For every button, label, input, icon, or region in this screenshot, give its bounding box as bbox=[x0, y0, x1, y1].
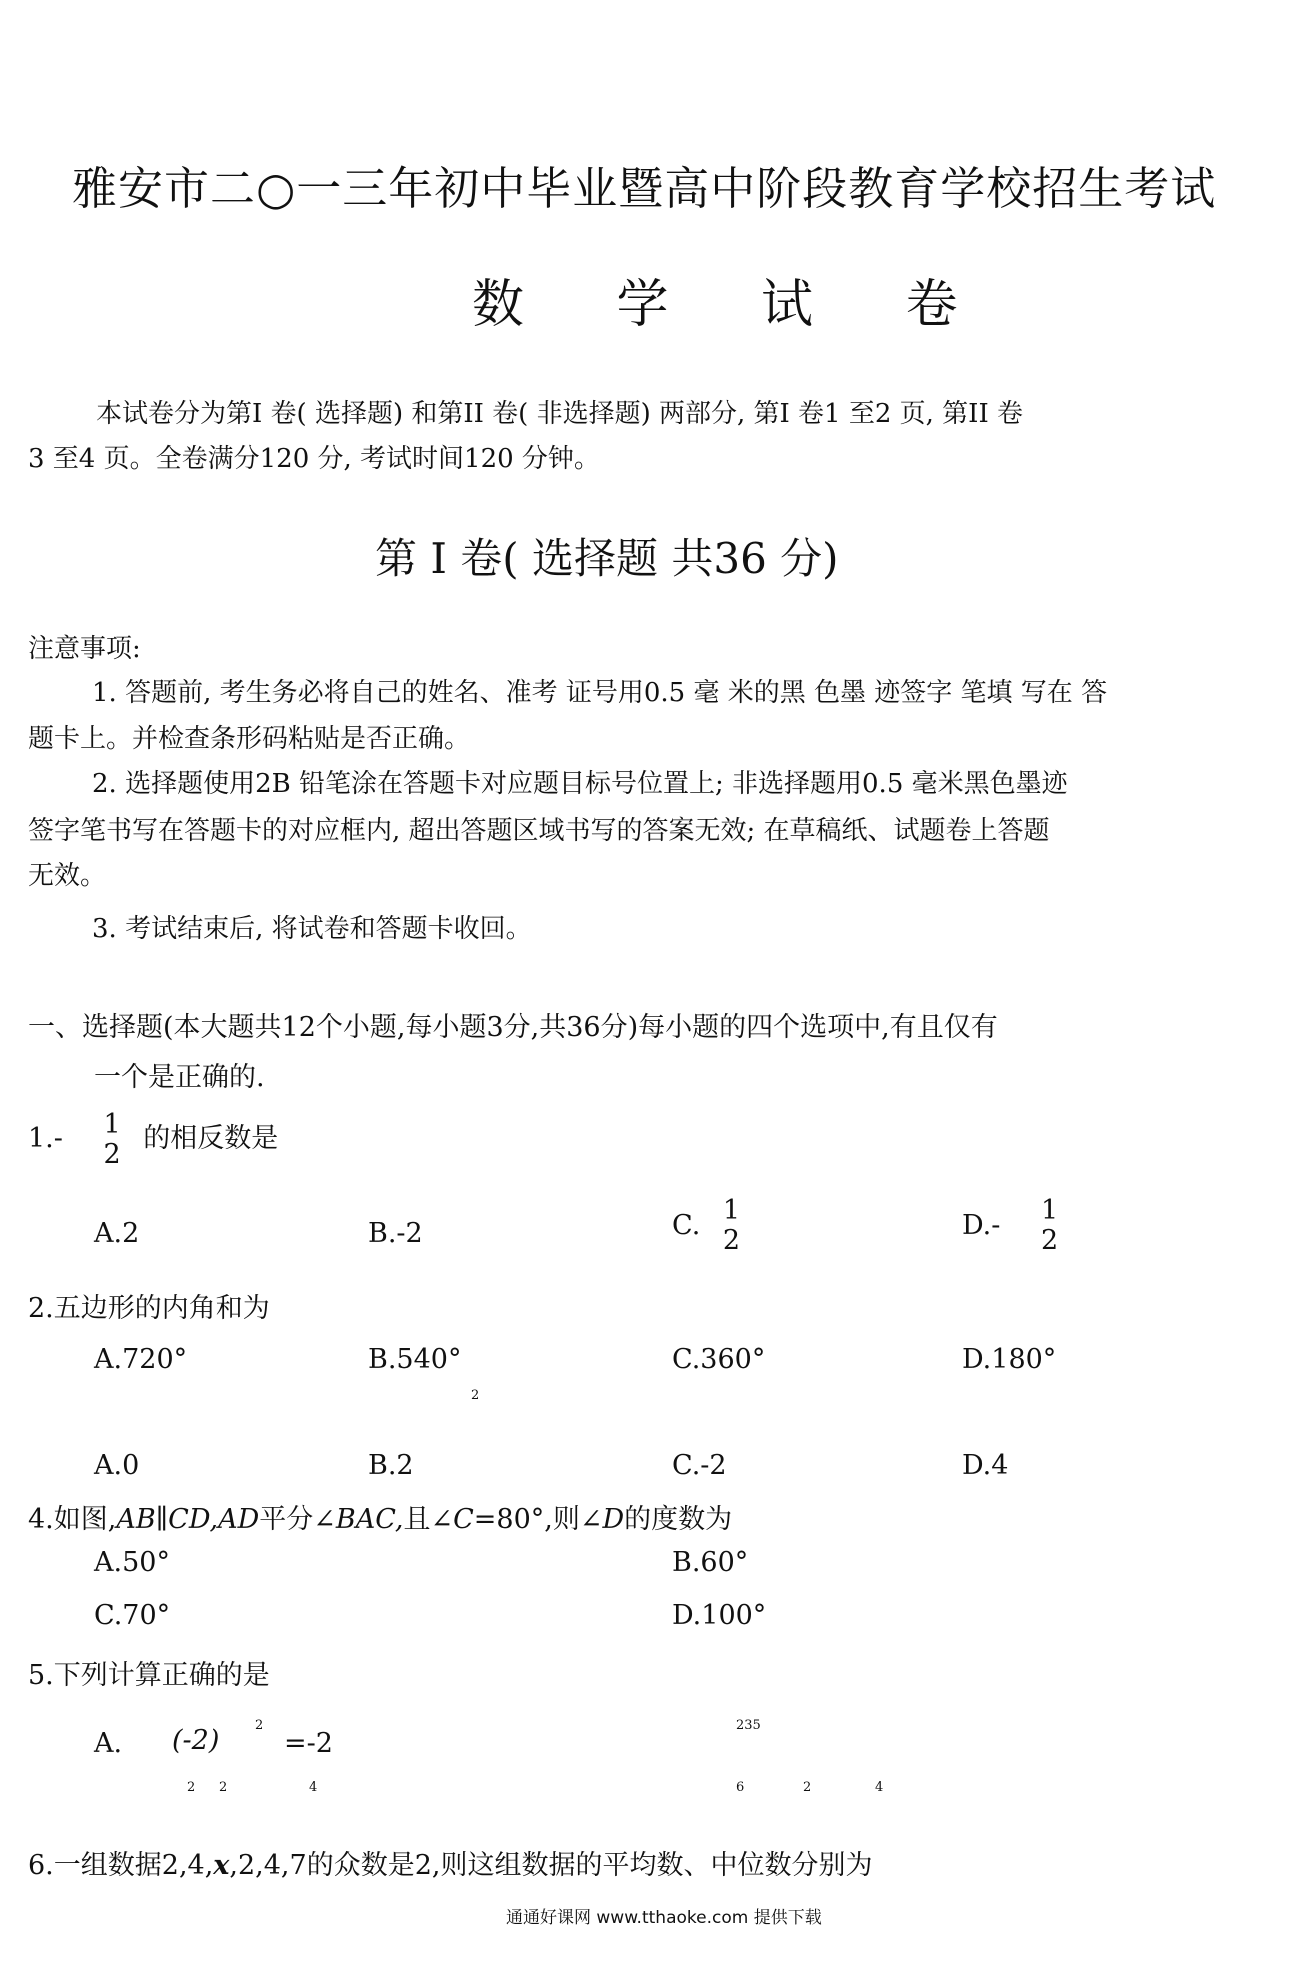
q5-fragment-1: 2 bbox=[219, 1780, 228, 1795]
q1-option-a: A.2 bbox=[94, 1218, 140, 1249]
note-1-line-1: 1. 答题前, 考生务必将自己的姓名、准考 证号用0.5 毫 米的黑 色墨 迹签字 笔填 写在 答 bbox=[92, 678, 1108, 708]
q4-stem-mid-3: =80°,则∠ bbox=[473, 1504, 603, 1535]
q1-fraction bbox=[103, 1110, 120, 1169]
q2-option-c: C.360° bbox=[672, 1344, 766, 1375]
q1-denominator: 2 bbox=[103, 1138, 121, 1170]
q3-fragment: 2 bbox=[471, 1388, 480, 1403]
q5-option-a-result: =-2 bbox=[284, 1728, 333, 1759]
part1-heading-line-1: 一、选择题(本大题共12个小题,每小题3分,共36分)每小题的四个选项中,有且仅有 bbox=[28, 1012, 998, 1043]
note-2-line-2: 签字笔书写在答题卡的对应框内, 超出答题区域书写的答案无效; 在草稿纸、试题卷上答题 bbox=[28, 816, 1050, 846]
q5-option-a-exponent: 2 bbox=[255, 1718, 264, 1733]
note-2-line-1: 2. 选择题使用2B 铅笔涂在答题卡对应题目标号位置上; 非选择题用0.5 毫米黑色墨迹 bbox=[92, 769, 1068, 799]
q3-option-b: B.2 bbox=[368, 1450, 414, 1481]
q1-prefix: 1.- bbox=[28, 1123, 63, 1155]
question-1-stem bbox=[28, 1110, 278, 1169]
q3-option-a: A.0 bbox=[94, 1450, 140, 1481]
part1-heading-line-2: 一个是正确的. bbox=[94, 1062, 265, 1093]
q6-stem-suffix: ,2,4,7的众数是2,则这组数据的平均数、中位数分别为 bbox=[229, 1850, 873, 1881]
q1-option-c-numerator: 1 bbox=[722, 1195, 741, 1226]
exam-subtitle: 数 学 试 卷 bbox=[472, 275, 996, 335]
q1-option-d bbox=[962, 1196, 1058, 1255]
q1-option-b: B.-2 bbox=[368, 1218, 423, 1249]
q4-stem-math-1: AB∥CD,AD bbox=[116, 1504, 260, 1535]
q5-fragment-2: 4 bbox=[309, 1780, 318, 1795]
question-4-stem bbox=[28, 1497, 732, 1536]
q1-option-d-numerator: 1 bbox=[1040, 1195, 1059, 1226]
q5-option-a-expression: (-2) bbox=[172, 1725, 220, 1756]
q4-option-a: A.50° bbox=[94, 1547, 170, 1578]
q4-stem-end: 的度数为 bbox=[624, 1504, 733, 1535]
q4-option-b: B.60° bbox=[672, 1547, 749, 1578]
note-3: 3. 考试结束后, 将试卷和答题卡收回。 bbox=[92, 914, 532, 944]
q4-stem-prefix: 4.如图, bbox=[28, 1504, 117, 1535]
intro-line-1: 本试卷分为第I 卷( 选择题) 和第II 卷( 非选择题) 两部分, 第I 卷1 至2 页, 第II 卷 bbox=[96, 399, 1023, 429]
note-2-line-3: 无效。 bbox=[28, 861, 107, 891]
intro-line-2: 3 至4 页。全卷满分120 分, 考试时间120 分钟。 bbox=[28, 444, 600, 474]
q4-stem-math-4: D bbox=[602, 1504, 625, 1535]
q2-option-b: B.540° bbox=[368, 1344, 462, 1375]
q5-fragment-4: 2 bbox=[803, 1780, 812, 1795]
q1-option-c-denominator: 2 bbox=[722, 1224, 741, 1256]
q1-suffix: 的相反数是 bbox=[143, 1123, 279, 1155]
q1-option-d-denominator: 2 bbox=[1040, 1224, 1059, 1256]
question-5-stem: 5.下列计算正确的是 bbox=[28, 1660, 270, 1691]
q1-option-c-prefix: C. bbox=[672, 1210, 701, 1242]
q5-option-a-label: A. bbox=[94, 1728, 123, 1759]
question-2-stem: 2.五边形的内角和为 bbox=[28, 1293, 270, 1324]
q4-option-c: C.70° bbox=[94, 1600, 171, 1631]
q6-stem-variable: x bbox=[213, 1850, 230, 1881]
question-6-stem bbox=[28, 1843, 872, 1882]
notes-heading: 注意事项: bbox=[28, 634, 141, 664]
q1-option-d-prefix: D.- bbox=[962, 1210, 1001, 1242]
q2-option-d: D.180° bbox=[962, 1344, 1057, 1375]
q5-fragment-0: 2 bbox=[187, 1780, 196, 1795]
q4-stem-mid-2: 且∠ bbox=[403, 1504, 454, 1535]
q4-option-d: D.100° bbox=[672, 1600, 767, 1631]
note-1-line-2: 题卡上。并检查条形码粘贴是否正确。 bbox=[28, 724, 471, 754]
q6-stem-prefix: 6.一组数据2,4, bbox=[28, 1850, 214, 1881]
q4-stem-mid-1: 平分∠ bbox=[259, 1504, 336, 1535]
q1-option-d-fraction bbox=[1041, 1196, 1058, 1255]
exam-title: 雅安市二○一三年初中毕业暨高中阶段教育学校招生考试 bbox=[72, 162, 1217, 215]
footer-source: 通通好课网 www.tthaoke.com 提供下载 bbox=[506, 1908, 822, 1928]
q1-option-c-fraction bbox=[723, 1196, 740, 1255]
q5-fragment-235: 235 bbox=[736, 1718, 761, 1733]
q4-stem-math-3: C bbox=[453, 1504, 474, 1535]
q5-fragment-3: 6 bbox=[736, 1780, 745, 1795]
q3-option-d: D.4 bbox=[962, 1450, 1009, 1481]
q3-option-c: C.-2 bbox=[672, 1450, 727, 1481]
q2-option-a: A.720° bbox=[94, 1344, 188, 1375]
section-title: 第 I 卷( 选择题 共36 分) bbox=[375, 534, 839, 583]
q1-numerator: 1 bbox=[103, 1109, 121, 1140]
q5-fragment-5: 4 bbox=[875, 1780, 884, 1795]
q4-stem-math-2: BAC, bbox=[335, 1504, 404, 1535]
q1-option-c bbox=[672, 1196, 740, 1255]
